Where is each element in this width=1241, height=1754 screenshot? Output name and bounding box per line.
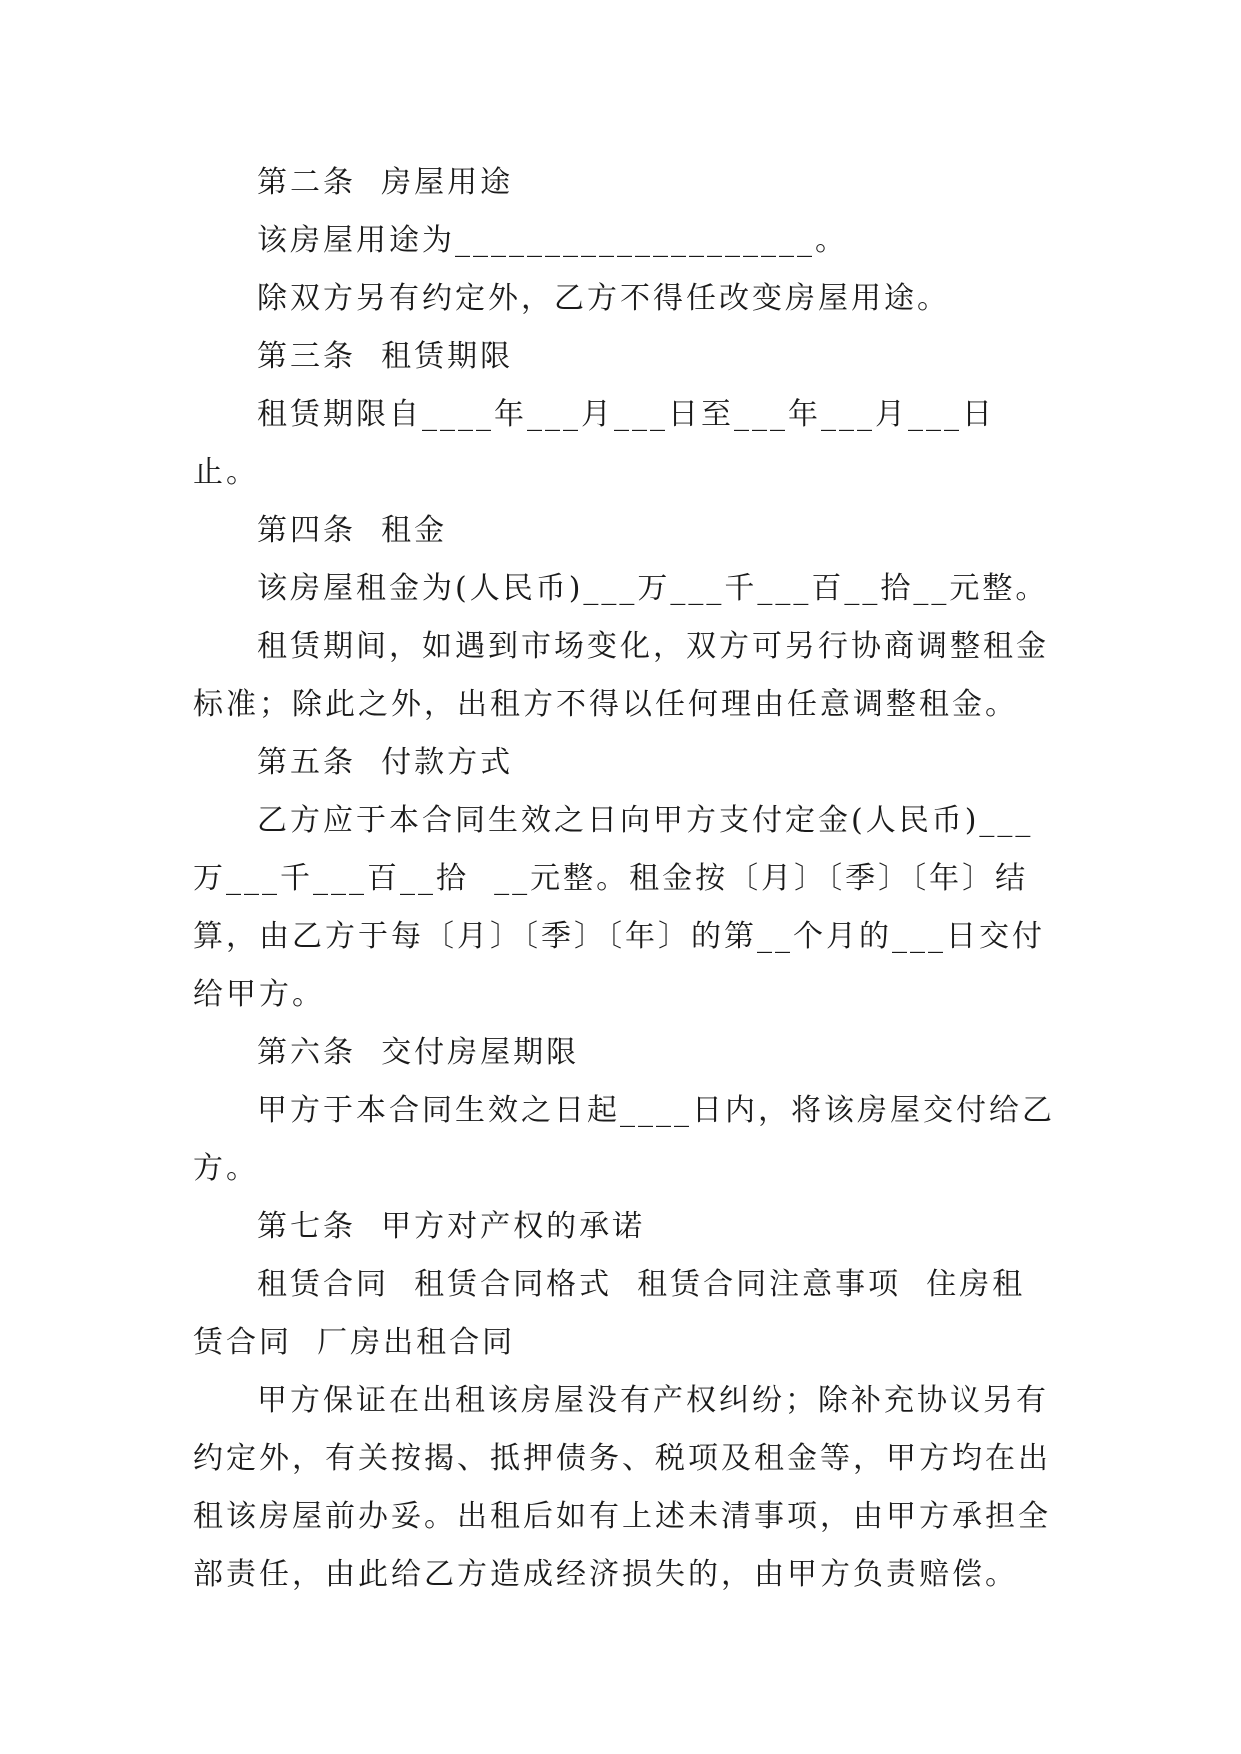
article-2-restriction: 除双方另有约定外，乙方不得任改变房屋用途。 — [257, 281, 950, 316]
article-3-term-line: 租赁期限自____年___月___日至___年___月___日止。 — [193, 397, 995, 490]
article-6-heading: 第六条 交付房屋期限 — [257, 1035, 580, 1070]
article-2-heading: 第二条 房屋用途 — [257, 165, 514, 200]
article-4-heading: 第四条 租金 — [257, 513, 448, 548]
article-6-delivery-terms: 甲方于本合同生效之日起____日内，将该房屋交付给乙方。 — [193, 1093, 1055, 1186]
related-keywords: 租赁合同 租赁合同格式 租赁合同注意事项 住房租赁合同 厂房出租合同 — [193, 1267, 1026, 1360]
article-4-rent-adjustment: 租赁期间，如遇到市场变化，双方可另行协商调整租金标准；除此之外，出租方不得以任何理由任意调整租金。 — [193, 629, 1049, 722]
article-5-payment-terms: 乙方应于本合同生效之日向甲方支付定金(人民币)___万___千___百__拾 __元整。租金按〔月〕〔季〕〔年〕结算，由乙方于每〔月〕〔季〕〔年〕的第__个月的___日交付给甲方。 — [193, 803, 1045, 1012]
article-7-heading: 第七条 甲方对产权的承诺 — [257, 1209, 646, 1244]
article-7-ownership-guarantee: 甲方保证在出租该房屋没有产权纠纷；除补充协议另有约定外，有关按揭、抵押债务、税项及租金等，甲方均在出租该房屋前办妥。出租后如有上述未清事项，由甲方承担全部责任，由此给乙方造成经济损失的，由甲方负责赔偿。 — [193, 1383, 1051, 1592]
article-2-usage-line: 该房屋用途为____________________。 — [257, 223, 848, 258]
article-3-heading: 第三条 租赁期限 — [257, 339, 514, 374]
article-4-rent-amount: 该房屋租金为(人民币)___万___千___百__拾__元整。 — [257, 571, 1049, 606]
article-5-heading: 第五条 付款方式 — [257, 745, 514, 780]
document-body — [193, 154, 1055, 1604]
